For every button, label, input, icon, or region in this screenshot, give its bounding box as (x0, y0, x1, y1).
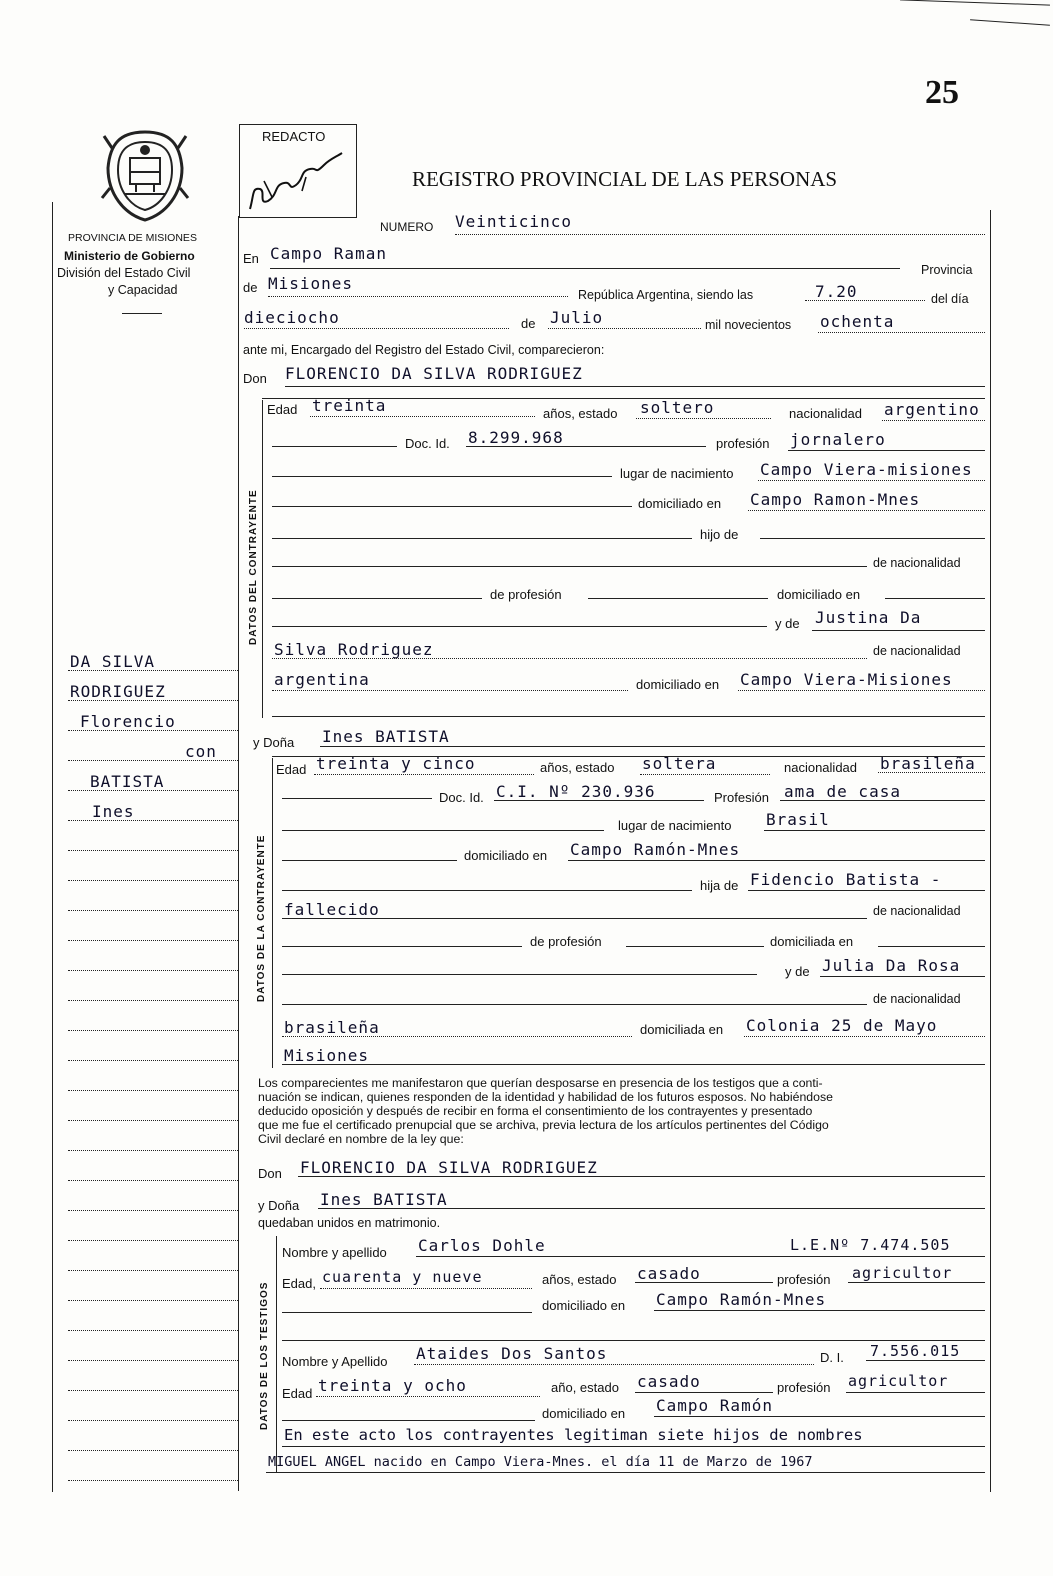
bride-estado-line (640, 774, 770, 775)
bride-edad-label: Edad (276, 762, 307, 777)
en-label: En (243, 251, 259, 266)
bride-padre-line (748, 890, 985, 891)
bride-dom-pre-line (282, 860, 457, 861)
w2-dom-pre-line (282, 1420, 535, 1421)
groom-edad-label: Edad (267, 402, 298, 417)
groom-end-line (272, 716, 985, 717)
time-line (805, 300, 925, 301)
corner-line (970, 19, 1050, 26)
w2-nombre: Ataides Dos Santos (416, 1344, 608, 1363)
bride-nac-label: nacionalidad (784, 760, 858, 775)
groom-bracket (262, 400, 263, 718)
witnesses-section-label: DATOS DE LOS TESTIGOS (259, 1281, 270, 1430)
bride-lugar-label: lugar de nacimiento (618, 818, 732, 833)
w1-estado-line (635, 1282, 773, 1283)
w1-nombre-line (416, 1256, 985, 1257)
form-left-border (238, 216, 239, 1491)
groom-estado: soltero (640, 398, 715, 417)
del-dia-label: del día (931, 292, 969, 306)
w1-doc: L.E.Nº 7.474.505 (790, 1236, 951, 1254)
bride-bracket (272, 758, 273, 1068)
form-right-border (990, 210, 991, 1492)
groom-edad-line (310, 416, 535, 417)
groom-domicilio: Campo Ramon-Mnes (750, 490, 921, 509)
margin-note-firstname: Florencio (80, 712, 176, 731)
page-number: 25 (925, 74, 959, 111)
bride-lugar: Brasil (766, 810, 830, 829)
bride-lugar-line (764, 830, 985, 831)
groom-section-label: DATOS DEL CONTRAYENTE (248, 489, 259, 645)
bride-doc: C.I. Nº 230.936 (496, 782, 656, 801)
declaration-line-2: nuación se indican, quienes responden de la identidad y habilidad de los futuros esposos. No habiéndose (258, 1090, 833, 1104)
bride-madre-nac-pre-line (282, 1004, 867, 1005)
bride-domicilio: Campo Ramón-Mnes (570, 840, 741, 859)
margin-rule (68, 1000, 238, 1001)
ante-text: ante mi, Encargado del Registro del Estado Civil, comparecieron: (243, 343, 605, 357)
groom-dom-line (748, 510, 985, 511)
w2-anos-label: año, estado (551, 1380, 619, 1395)
margin-rule (68, 1210, 238, 1211)
groom-lugar-pre-line (272, 476, 612, 477)
year-value: ochenta (820, 312, 895, 331)
bride-dom2-label: domiciliada en (770, 934, 854, 949)
bride-dom-label: domiciliado en (464, 848, 548, 863)
w2-doc-label: D. I. (820, 1350, 844, 1365)
margin-rule (68, 1060, 238, 1061)
declaration-line-1: Los comparecientes me manifestaron que querían desposarse en presencia de los testigos que a conti- (258, 1076, 823, 1090)
sidebar-border (52, 202, 53, 1492)
dona-label: y Doña (253, 735, 295, 750)
w2-prof-line (846, 1392, 985, 1393)
margin-rule (68, 1180, 238, 1181)
w2-nombre-line (414, 1364, 814, 1365)
bride-madre-dom2: Misiones (284, 1046, 370, 1065)
margin-note-surname2: RODRIGUEZ (70, 682, 166, 701)
w1-profesion: agricultor (852, 1264, 953, 1282)
w1-edad-line (320, 1288, 532, 1289)
bride-padre2-line (282, 918, 867, 919)
w2-dom-line (654, 1416, 985, 1417)
w2-edad-label: Edad (282, 1386, 313, 1401)
w2-nombre-label: Nombre y Apellido (282, 1354, 388, 1369)
w1-dom-pre-line (282, 1312, 532, 1313)
groom-nac-line (882, 420, 985, 421)
dona-value: Ines BATISTA (322, 727, 450, 746)
margin-note-bride-surname: BATISTA (90, 772, 165, 791)
bride-madre-nac: brasileña (284, 1018, 380, 1037)
groom-lugar-line (758, 480, 985, 481)
bride-anos-label: años, estado (540, 760, 615, 775)
margin-rule (68, 1150, 238, 1151)
month-value: Julio (550, 308, 604, 327)
w1-anos-label: años, estado (542, 1272, 617, 1287)
groom-prof-pre-line (272, 598, 482, 599)
declaration-line-4: que me fue el certificado prenupcial que se archiva, previa lectura de los artículos pertinentes del Código (258, 1118, 829, 1132)
groom-madre1-line (812, 630, 985, 631)
margin-rule (68, 1360, 238, 1361)
bride-profesion: ama de casa (784, 782, 901, 801)
bride-edad: treinta y cinco (316, 754, 476, 773)
margin-rule (68, 880, 238, 881)
bride-nacionalidad: brasileña (880, 754, 976, 773)
margin-rule (68, 910, 238, 911)
province-line (268, 296, 568, 297)
w2-estado-line (635, 1392, 773, 1393)
dona-line (320, 746, 985, 747)
coat-of-arms-seal (100, 128, 190, 224)
place-value: Campo Raman (270, 244, 387, 263)
declaration-don-label: Don (258, 1166, 282, 1181)
bride-dom2-line (878, 946, 985, 947)
w2-dom-label: domiciliado en (542, 1406, 626, 1421)
w2-estado: casado (637, 1372, 701, 1391)
declaration-unidos: quedaban unidos en matrimonio. (258, 1216, 441, 1230)
groom-madre2-line (272, 658, 867, 659)
bride-doc-pre-line (282, 798, 432, 799)
margin-rule (68, 1480, 238, 1481)
bride-de-prof-label: de profesión (530, 934, 602, 949)
groom-lugar: Campo Viera-misiones (760, 460, 973, 479)
w1-domicilio: Campo Ramón-Mnes (656, 1290, 827, 1309)
w2-prof-label: profesión (777, 1380, 831, 1395)
bride-prof-line (780, 800, 985, 801)
w1-nombre-label: Nombre y apellido (282, 1245, 387, 1260)
groom-de-prof-label: de profesión (490, 587, 562, 602)
sidebar-division: División del Estado Civil (57, 266, 191, 280)
declaration-line-5: Civil declaré en nombre de la ley que: (258, 1132, 464, 1146)
w1-dom-label: domiciliado en (542, 1298, 626, 1313)
w1-prof-label: profesión (777, 1272, 831, 1287)
groom-doc-pre-line (272, 446, 397, 447)
groom-madre-nac-label: de nacionalidad (873, 644, 961, 658)
sidebar-divider (122, 313, 162, 314)
document-title: REGISTRO PROVINCIAL DE LAS PERSONAS (412, 167, 838, 191)
groom-dom-pre-line (272, 506, 632, 507)
day-line (244, 328, 509, 329)
groom-doc-line (466, 446, 706, 447)
groom-hijo-line (760, 538, 985, 539)
don-value: FLORENCIO DA SILVA RODRIGUEZ (285, 364, 583, 383)
w2-doc: 7.556.015 (870, 1342, 961, 1360)
w1-edad: cuarenta y nueve (322, 1268, 483, 1286)
w1-estado: casado (637, 1264, 701, 1283)
margin-rule (68, 1120, 238, 1121)
margin-rule (68, 1450, 238, 1451)
don-label: Don (243, 371, 267, 386)
legitimation-note-2-line (266, 1472, 985, 1473)
republica-label: República Argentina, siendo las (578, 288, 754, 302)
groom-estado-line (636, 418, 771, 419)
bride-prof-pre-line (282, 946, 522, 947)
declaration-dona-line (318, 1208, 985, 1209)
legitimation-note-1: En este acto los contrayentes legitiman siete hijos de nombres (284, 1426, 863, 1444)
month-line (548, 328, 701, 329)
don-line (285, 386, 985, 387)
bride-section-label: DATOS DE LA CONTRAYENTE (256, 834, 267, 1002)
bride-estado: soltera (642, 754, 717, 773)
bride-madre-dom-line (744, 1036, 985, 1037)
margin-rule (68, 970, 238, 971)
groom-yde-pre-line (272, 626, 767, 627)
groom-prof-line (788, 450, 985, 451)
groom-yde-label: y de (775, 616, 800, 631)
bride-dom-line (568, 860, 985, 861)
de-mes-label: de (521, 316, 536, 331)
groom-madre1: Justina Da (815, 608, 922, 627)
margin-rule (68, 1030, 238, 1031)
declaration-don-line (298, 1176, 985, 1177)
legitimation-note-1-line (282, 1446, 985, 1447)
time-value: 7.20 (815, 282, 858, 301)
groom-dom-label: domiciliado en (638, 496, 722, 511)
sidebar-ministry: Ministerio de Gobierno (64, 249, 195, 263)
margin-rule (68, 1330, 238, 1331)
bride-yde-label: y de (785, 964, 810, 979)
bride-madre-nac-line (282, 1036, 632, 1037)
w2-doc-line (866, 1360, 985, 1361)
margin-rule (68, 850, 238, 851)
groom-madre-nac-line (272, 690, 628, 691)
w1-nombre: Carlos Dohle (418, 1236, 546, 1255)
groom-madre-dom-line (738, 690, 985, 691)
groom-dom2-line (885, 598, 985, 599)
groom-de-prof-line (588, 598, 768, 599)
bride-madre-dom-label: domiciliada en (640, 1022, 724, 1037)
groom-madre-dom-label: domiciliado en (636, 677, 720, 692)
declaration-dona-value: Ines BATISTA (320, 1190, 448, 1209)
groom-doc-label: Doc. Id. (405, 436, 450, 451)
bride-madre-dom2-line (282, 1064, 985, 1065)
groom-de-nac-pre-line (272, 566, 867, 567)
groom-profesion: jornalero (790, 430, 886, 449)
bride-padre2: fallecido (284, 900, 380, 919)
sidebar-province: PROVINCIA DE MISIONES (68, 232, 197, 244)
legitimation-note-2: MIGUEL ANGEL nacido en Campo Viera-Mnes. el día 11 de Marzo de 1967 (268, 1454, 813, 1470)
declaration-don-value: FLORENCIO DA SILVA RODRIGUEZ (300, 1158, 598, 1177)
bride-padre: Fidencio Batista - (750, 870, 942, 889)
margin-note-surname: DA SILVA (70, 652, 156, 671)
redacto-stamp (239, 124, 357, 218)
groom-hijo-label: hijo de (700, 527, 739, 542)
de-label: de (243, 280, 258, 295)
groom-doc: 8.299.968 (468, 428, 564, 447)
groom-de-nac-label: de nacionalidad (873, 556, 961, 570)
groom-madre-nac: argentina (274, 670, 370, 689)
margin-rule (68, 1270, 238, 1271)
w2-domicilio: Campo Ramón (656, 1396, 773, 1415)
w1-prof-line (848, 1282, 985, 1283)
numero-label: NUMERO (380, 220, 434, 234)
margin-rule (68, 940, 238, 941)
bride-yde-pre-line (282, 974, 757, 975)
bride-doc-line (494, 800, 704, 801)
w1-end-line (282, 1340, 985, 1341)
groom-nac-label: nacionalidad (789, 406, 863, 421)
province-value: Misiones (268, 274, 354, 293)
w2-edad-line (316, 1396, 540, 1397)
groom-lugar-label: lugar de nacimiento (620, 466, 734, 481)
w2-profesion: agricultor (848, 1372, 949, 1390)
bride-madre-nac-label: de nacionalidad (873, 992, 961, 1006)
mil-label: mil novecientos (705, 318, 792, 332)
groom-nacionalidad: argentino (884, 400, 980, 419)
margin-rule (68, 1240, 238, 1241)
margin-note-con: con (185, 742, 217, 761)
stamp-label: REDACTO (262, 129, 326, 144)
bride-de-prof-line (626, 946, 764, 947)
corner-line (900, 0, 1050, 6)
stamp-signature (244, 151, 354, 215)
numero-value: Veinticinco (455, 212, 572, 231)
witness-bracket (276, 1236, 277, 1472)
margin-rule (68, 1390, 238, 1391)
groom-edad: treinta (312, 396, 387, 415)
bride-prof-label: Profesión (714, 790, 769, 805)
bride-nac-line (878, 772, 985, 773)
bride-madre-dom: Colonia 25 de Mayo (746, 1016, 938, 1035)
bride-hija-label: hija de (700, 878, 739, 893)
groom-dom2-label: domiciliado en (777, 587, 861, 602)
margin-rule (68, 1300, 238, 1301)
provincia-label: Provincia (921, 263, 973, 277)
w2-edad: treinta y ocho (318, 1376, 467, 1395)
bride-lugar-pre-line (282, 830, 604, 831)
margin-rule (68, 1090, 238, 1091)
declaration-line-3: deducido oposición y después de recibir en forma el consentimiento de los contrayentes y presentado (258, 1104, 813, 1118)
bride-hija-pre-line (282, 890, 692, 891)
bride-madre: Julia Da Rosa (822, 956, 961, 975)
bride-de-nac-label: de nacionalidad (873, 904, 961, 918)
groom-prof-label: profesión (716, 436, 770, 451)
declaration-dona-label: y Doña (258, 1198, 300, 1213)
bride-madre-line (820, 976, 985, 977)
sidebar-capacity: y Capacidad (108, 283, 178, 297)
place-line (270, 268, 900, 269)
w1-edad-label: Edad, (282, 1276, 316, 1291)
w1-dom-line (654, 1310, 985, 1311)
margin-rule (68, 1420, 238, 1421)
numero-line (455, 234, 985, 235)
groom-anos-label: años, estado (543, 406, 618, 421)
year-line (818, 332, 985, 333)
bride-edad-line (314, 774, 534, 775)
day-value: dieciocho (244, 308, 340, 327)
groom-madre2: Silva Rodriguez (274, 640, 434, 659)
groom-madre-dom: Campo Viera-Misiones (740, 670, 953, 689)
margin-note-bride-name: Ines (92, 802, 135, 821)
bride-doc-label: Doc. Id. (439, 790, 484, 805)
groom-hijo-pre-line (272, 538, 692, 539)
